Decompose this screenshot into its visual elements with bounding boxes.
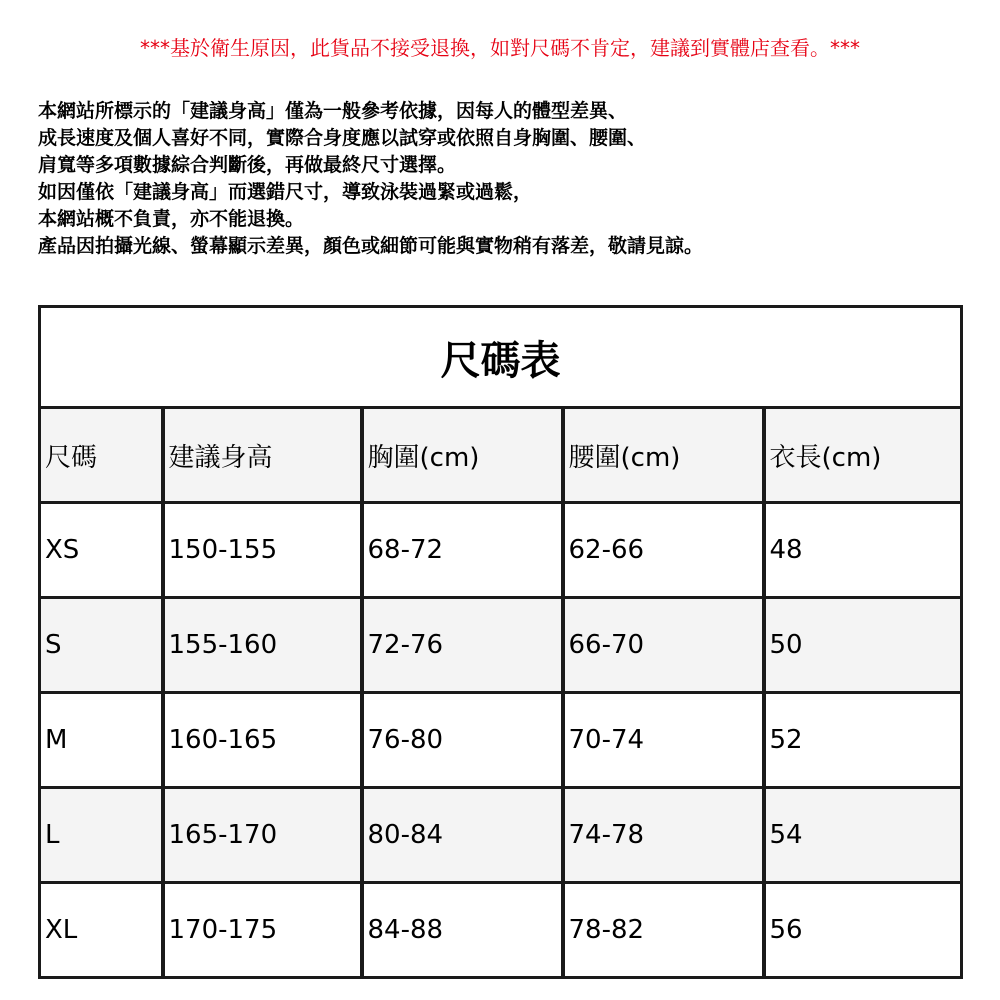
cell-bust: 80-84 (362, 788, 563, 883)
cell-size: L (40, 788, 163, 883)
cell-bust: 72-76 (362, 598, 563, 693)
cell-length: 52 (764, 693, 962, 788)
size-chart-table (38, 305, 963, 979)
cell-height: 155-160 (163, 598, 362, 693)
cell-size: XL (40, 883, 163, 978)
table-title: 尺碼表 (40, 307, 962, 408)
cell-size: XS (40, 503, 163, 598)
table-row (40, 788, 962, 883)
cell-waist: 74-78 (563, 788, 764, 883)
header-waist: 腰圍(cm) (563, 408, 764, 503)
cell-waist: 78-82 (563, 883, 764, 978)
table-row (40, 503, 962, 598)
cell-waist: 66-70 (563, 598, 764, 693)
disclaimer-line: 如因僅依「建議身高」而選錯尺寸，導致泳裝過緊或過鬆， (38, 181, 533, 203)
disclaimer-line: 本網站所標示的「建議身高」僅為一般參考依據，因每人的體型差異、 (38, 100, 628, 122)
disclaimer-line: 肩寬等多項數據綜合判斷後，再做最終尺寸選擇。 (38, 154, 457, 176)
table-row (40, 883, 962, 978)
cell-height: 165-170 (163, 788, 362, 883)
hygiene-notice: ***基於衛生原因，此貨品不接受退換，如對尺碼不肯定，建議到實體店查看。*** (140, 36, 860, 60)
cell-bust: 76-80 (362, 693, 563, 788)
cell-bust: 84-88 (362, 883, 563, 978)
cell-length: 50 (764, 598, 962, 693)
cell-length: 54 (764, 788, 962, 883)
header-size: 尺碼 (40, 408, 163, 503)
header-height: 建議身高 (163, 408, 362, 503)
table-header-row (40, 408, 962, 503)
disclaimer-line: 成長速度及個人喜好不同，實際合身度應以試穿或依照自身胸圍、腰圍、 (38, 127, 647, 149)
table-row (40, 693, 962, 788)
disclaimer-block (38, 98, 988, 260)
disclaimer-line: 本網站概不負責，亦不能退換。 (38, 208, 305, 230)
cell-length: 56 (764, 883, 962, 978)
header-bust: 胸圍(cm) (362, 408, 563, 503)
cell-waist: 70-74 (563, 693, 764, 788)
cell-size: S (40, 598, 163, 693)
table-row (40, 598, 962, 693)
cell-height: 170-175 (163, 883, 362, 978)
cell-waist: 62-66 (563, 503, 764, 598)
disclaimer-line: 產品因拍攝光線、螢幕顯示差異，顏色或細節可能與實物稍有落差，敬請見諒。 (38, 235, 704, 257)
cell-height: 160-165 (163, 693, 362, 788)
cell-length: 48 (764, 503, 962, 598)
cell-height: 150-155 (163, 503, 362, 598)
header-length: 衣長(cm) (764, 408, 962, 503)
cell-size: M (40, 693, 163, 788)
cell-bust: 68-72 (362, 503, 563, 598)
table-title-row (40, 307, 962, 408)
